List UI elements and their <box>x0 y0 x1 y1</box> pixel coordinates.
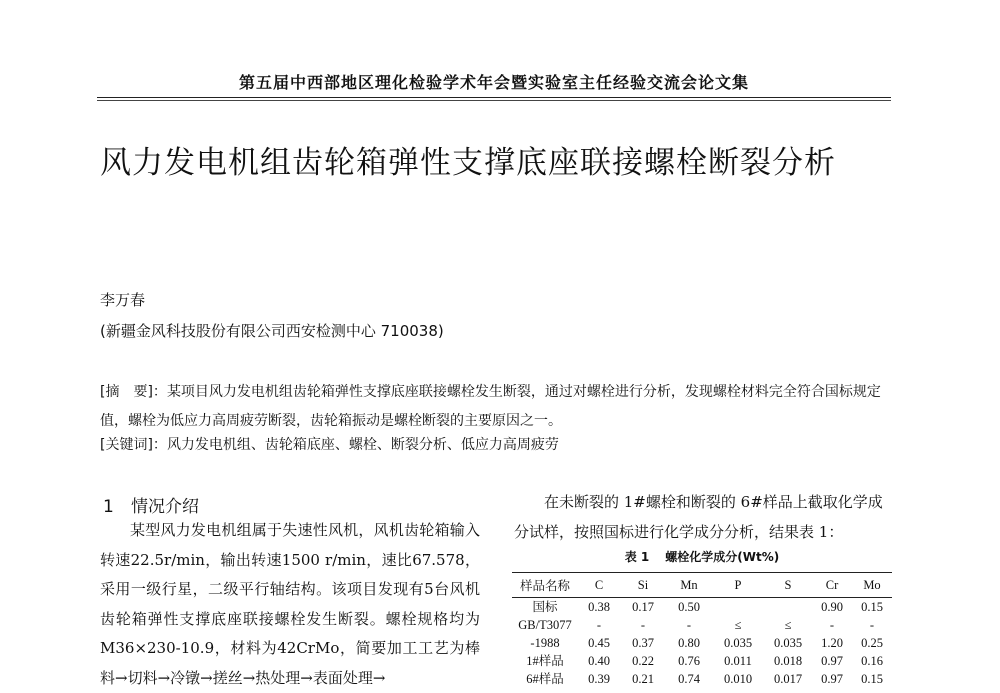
right-column-paragraph: 在未断裂的 1#螺栓和断裂的 6#样品上截取化学成分试样，按照国标进行化学成分分析，结果表 1： <box>514 493 883 541</box>
table-cell: - <box>829 618 835 632</box>
table-cell: 0.38 <box>588 600 610 614</box>
header-cell: S <box>764 573 812 598</box>
table-row <box>512 634 892 652</box>
header-cell: Cr <box>812 573 852 598</box>
table-cell: 1.20 <box>821 636 843 650</box>
table-cell: 0.80 <box>678 636 700 650</box>
section-heading <box>103 492 199 517</box>
left-column <box>100 516 480 693</box>
section-number: 1 <box>103 497 114 517</box>
table-cell: 0.21 <box>632 672 654 686</box>
table-cell: 0.035 <box>773 636 803 650</box>
header-cell: C <box>578 573 620 598</box>
header-cell: Si <box>620 573 666 598</box>
table-cell: 0.74 <box>678 672 700 686</box>
paper-title: 风力发电机组齿轮箱弹性支撑底座联接螺栓断裂分析 <box>100 145 836 181</box>
table-cell: 1#样品 <box>526 654 564 668</box>
table-cell: 0.97 <box>821 654 843 668</box>
table-cell: 0.45 <box>588 636 610 650</box>
table-header-row <box>512 573 892 598</box>
table-cell: 0.76 <box>678 654 700 668</box>
table-cell: 0.16 <box>861 654 883 668</box>
table-cell: 0.50 <box>678 600 700 614</box>
table-cell: GB/T3077 <box>518 618 572 632</box>
abstract-label: [摘 要]： <box>100 384 167 400</box>
table-cell: 国标 <box>532 600 558 614</box>
chemical-composition-table <box>512 572 892 688</box>
keywords <box>100 434 893 454</box>
keywords-label: [关键词]： <box>100 437 167 453</box>
header-rule <box>97 97 891 98</box>
table-cell: 0.37 <box>632 636 654 650</box>
table-cell: 0.018 <box>773 654 803 668</box>
author-name: 李万春 <box>100 291 146 309</box>
header-rule-thin <box>97 100 891 101</box>
header-cell: Mo <box>852 573 892 598</box>
table-cell: - <box>869 618 875 632</box>
table-cell: - <box>686 618 692 632</box>
table-row <box>512 652 892 670</box>
table-cell: - <box>596 618 602 632</box>
table-cell: 0.010 <box>723 672 753 686</box>
abstract-text: 某项目风力发电机组齿轮箱弹性支撑底座联接螺栓发生断裂，通过对螺栓进行分析，发现螺栓材料完全符合国标规定值，螺栓为低应力高周疲劳断裂，齿轮箱振动是螺栓断裂的主要原因之一。 <box>100 384 881 429</box>
keywords-text: 风力发电机组、齿轮箱底座、螺栓、断裂分析、低应力高周疲劳 <box>166 437 559 453</box>
table-caption <box>512 548 892 565</box>
table-cell: 6#样品 <box>526 672 564 686</box>
section-body-paragraph: 某型风力发电机组属于失速性风机，风机齿轮箱输入转速22.5r/min，输出转速1500 r/min，速比67.578，采用一级行星，二级平行轴结构。该项目发现有5台风机齿轮箱弹性支撑底座联接螺栓发生断裂。螺栓规格均为M36×230-10.9，材料为42CrMo，简要加工工艺为棒料→切料→冷镦→搓丝→热处理→表面处理→ <box>100 521 480 687</box>
right-column <box>514 488 892 547</box>
table-cell: 0.17 <box>632 600 654 614</box>
header-cell: Mn <box>666 573 712 598</box>
table-cell: 0.15 <box>861 672 883 686</box>
running-head: 第五届中西部地区理化检验学术年会暨实验室主任经验交流会论文集 <box>238 73 749 92</box>
header-cell: 样品名称 <box>512 573 578 598</box>
table-cell: 0.39 <box>588 672 610 686</box>
table-cell: 0.90 <box>821 600 843 614</box>
table-cell: 0.035 <box>723 636 753 650</box>
section-title: 情况介绍 <box>131 497 199 517</box>
table-number: 表 1 <box>624 550 650 564</box>
table-cell: ≤ <box>734 618 742 632</box>
table-cell: 0.25 <box>861 636 883 650</box>
header-cell: P <box>712 573 764 598</box>
table-cell: 0.22 <box>632 654 654 668</box>
table-cell: -1988 <box>530 636 560 650</box>
table-row <box>512 670 892 688</box>
table-cell <box>764 598 812 617</box>
table-cell: 0.011 <box>724 654 752 668</box>
table-caption-text: 螺栓化学成分(Wt%) <box>665 550 780 564</box>
author-affiliation: (新疆金风科技股份有限公司西安检测中心 710038) <box>100 322 444 340</box>
table-cell: 0.40 <box>588 654 610 668</box>
table-row <box>512 598 892 617</box>
table-cell <box>712 598 764 617</box>
table-cell: 0.017 <box>773 672 803 686</box>
table-cell: 0.15 <box>861 600 883 614</box>
table-row <box>512 616 892 634</box>
table-cell: - <box>640 618 646 632</box>
table-cell: ≤ <box>784 618 792 632</box>
table-cell: 0.97 <box>821 672 843 686</box>
abstract <box>100 378 893 436</box>
